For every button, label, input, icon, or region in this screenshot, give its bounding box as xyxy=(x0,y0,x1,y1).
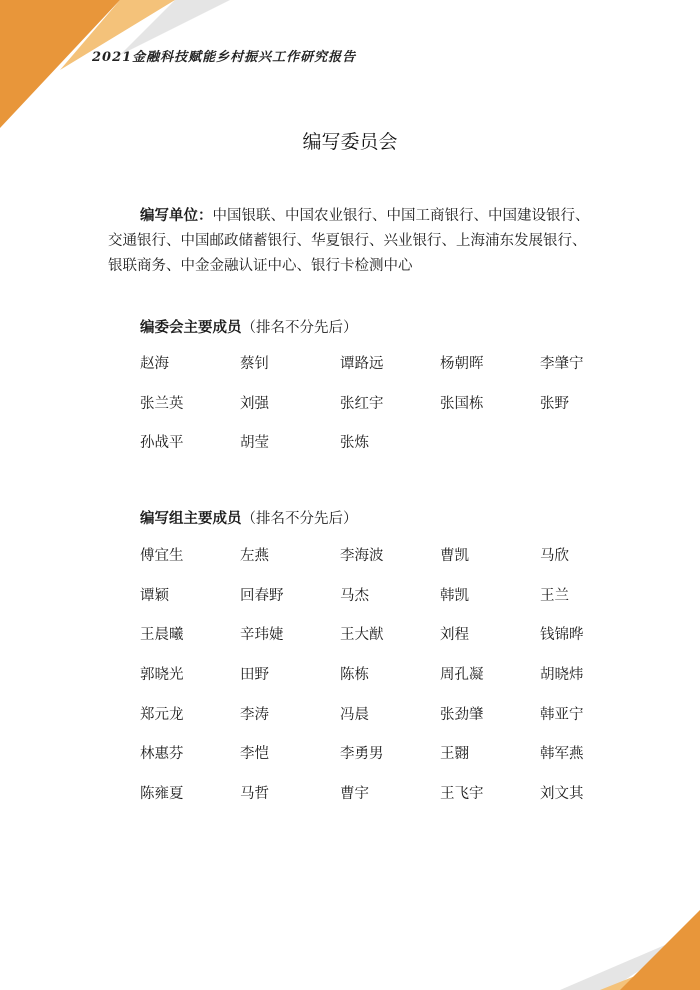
writer-member: 王翾 xyxy=(440,746,469,763)
report-header: 2021金融科技赋能乡村振兴工作研究报告 xyxy=(92,50,357,65)
writer-member: 周孔凝 xyxy=(440,667,484,684)
writer-member: 李涛 xyxy=(240,706,269,723)
committee-heading-title: 编委会主要成员 xyxy=(140,319,242,336)
committee-member: 杨朝晖 xyxy=(440,356,484,372)
writer-member: 刘程 xyxy=(440,627,469,644)
writer-member: 曹宇 xyxy=(340,786,369,803)
writer-member: 陈雍夏 xyxy=(140,786,184,803)
writer-member: 郭晓光 xyxy=(140,667,184,684)
committee-heading xyxy=(140,316,358,337)
committee-member: 胡莹 xyxy=(240,435,269,452)
committee-heading-note: （排名不分先后） xyxy=(241,320,358,336)
writer-member: 王飞宇 xyxy=(440,786,484,803)
writer-member: 田野 xyxy=(240,667,269,684)
writer-member: 钱锦晔 xyxy=(540,627,584,644)
committee-members-grid xyxy=(140,354,640,473)
writer-member: 李勇男 xyxy=(340,746,384,763)
writer-member: 马杰 xyxy=(340,587,369,604)
committee-member: 李肇宁 xyxy=(540,356,584,372)
committee-member: 刘强 xyxy=(240,395,269,412)
writer-member: 李海波 xyxy=(340,548,384,564)
writers-heading-title: 编写组主要成员 xyxy=(140,510,242,527)
writer-member: 韩军燕 xyxy=(540,746,584,763)
committee-member: 张兰英 xyxy=(140,395,184,412)
committee-member: 孙战平 xyxy=(140,435,184,452)
writer-member: 辛玮婕 xyxy=(240,627,284,644)
writer-member: 王兰 xyxy=(540,587,569,604)
writer-member: 傅宜生 xyxy=(140,548,184,564)
writing-units-paragraph xyxy=(108,203,598,279)
writer-member: 郑元龙 xyxy=(140,706,184,723)
writing-units-label: 编写单位： xyxy=(140,207,213,224)
writer-member: 马欣 xyxy=(540,548,569,564)
bottom-right-orange-triangle xyxy=(620,910,700,990)
writer-member: 韩亚宁 xyxy=(540,706,584,723)
committee-member: 蔡钊 xyxy=(240,356,269,372)
writer-member: 回春野 xyxy=(240,587,284,604)
writers-heading xyxy=(140,507,358,528)
writer-member: 胡晓炜 xyxy=(540,667,584,684)
writer-member: 冯晨 xyxy=(340,706,369,723)
writer-member: 左燕 xyxy=(240,548,269,564)
writer-member: 王大猷 xyxy=(340,627,384,644)
writers-members-grid xyxy=(140,546,640,824)
writer-member: 韩凯 xyxy=(440,587,469,604)
committee-member: 张红宇 xyxy=(340,395,384,412)
writers-heading-note: （排名不分先后） xyxy=(241,511,358,527)
committee-member: 张炼 xyxy=(340,435,369,452)
committee-member: 谭路远 xyxy=(340,356,384,372)
writing-units-text: 中国银联、中国农业银行、中国工商银行、中国建设银行、交通银行、中国邮政储蓄银行、华夏银行、兴业银行、上海浦东发展银行、银联商务、中金金融认证中心、银行卡检测中心 xyxy=(108,208,590,274)
writer-member: 张劲肇 xyxy=(440,706,484,723)
writer-member: 王晨曦 xyxy=(140,627,184,644)
committee-member: 张国栋 xyxy=(440,395,484,412)
committee-member: 赵海 xyxy=(140,356,169,372)
writer-member: 林惠芬 xyxy=(140,746,184,763)
writer-member: 曹凯 xyxy=(440,548,469,564)
writer-member: 李恺 xyxy=(240,746,269,763)
committee-member: 张野 xyxy=(540,395,569,412)
writer-member: 谭颖 xyxy=(140,587,169,604)
writer-member: 刘文其 xyxy=(540,786,584,803)
page-title: 编写委员会 xyxy=(302,131,398,153)
writer-member: 马哲 xyxy=(240,786,269,803)
writer-member: 陈栋 xyxy=(340,667,369,684)
